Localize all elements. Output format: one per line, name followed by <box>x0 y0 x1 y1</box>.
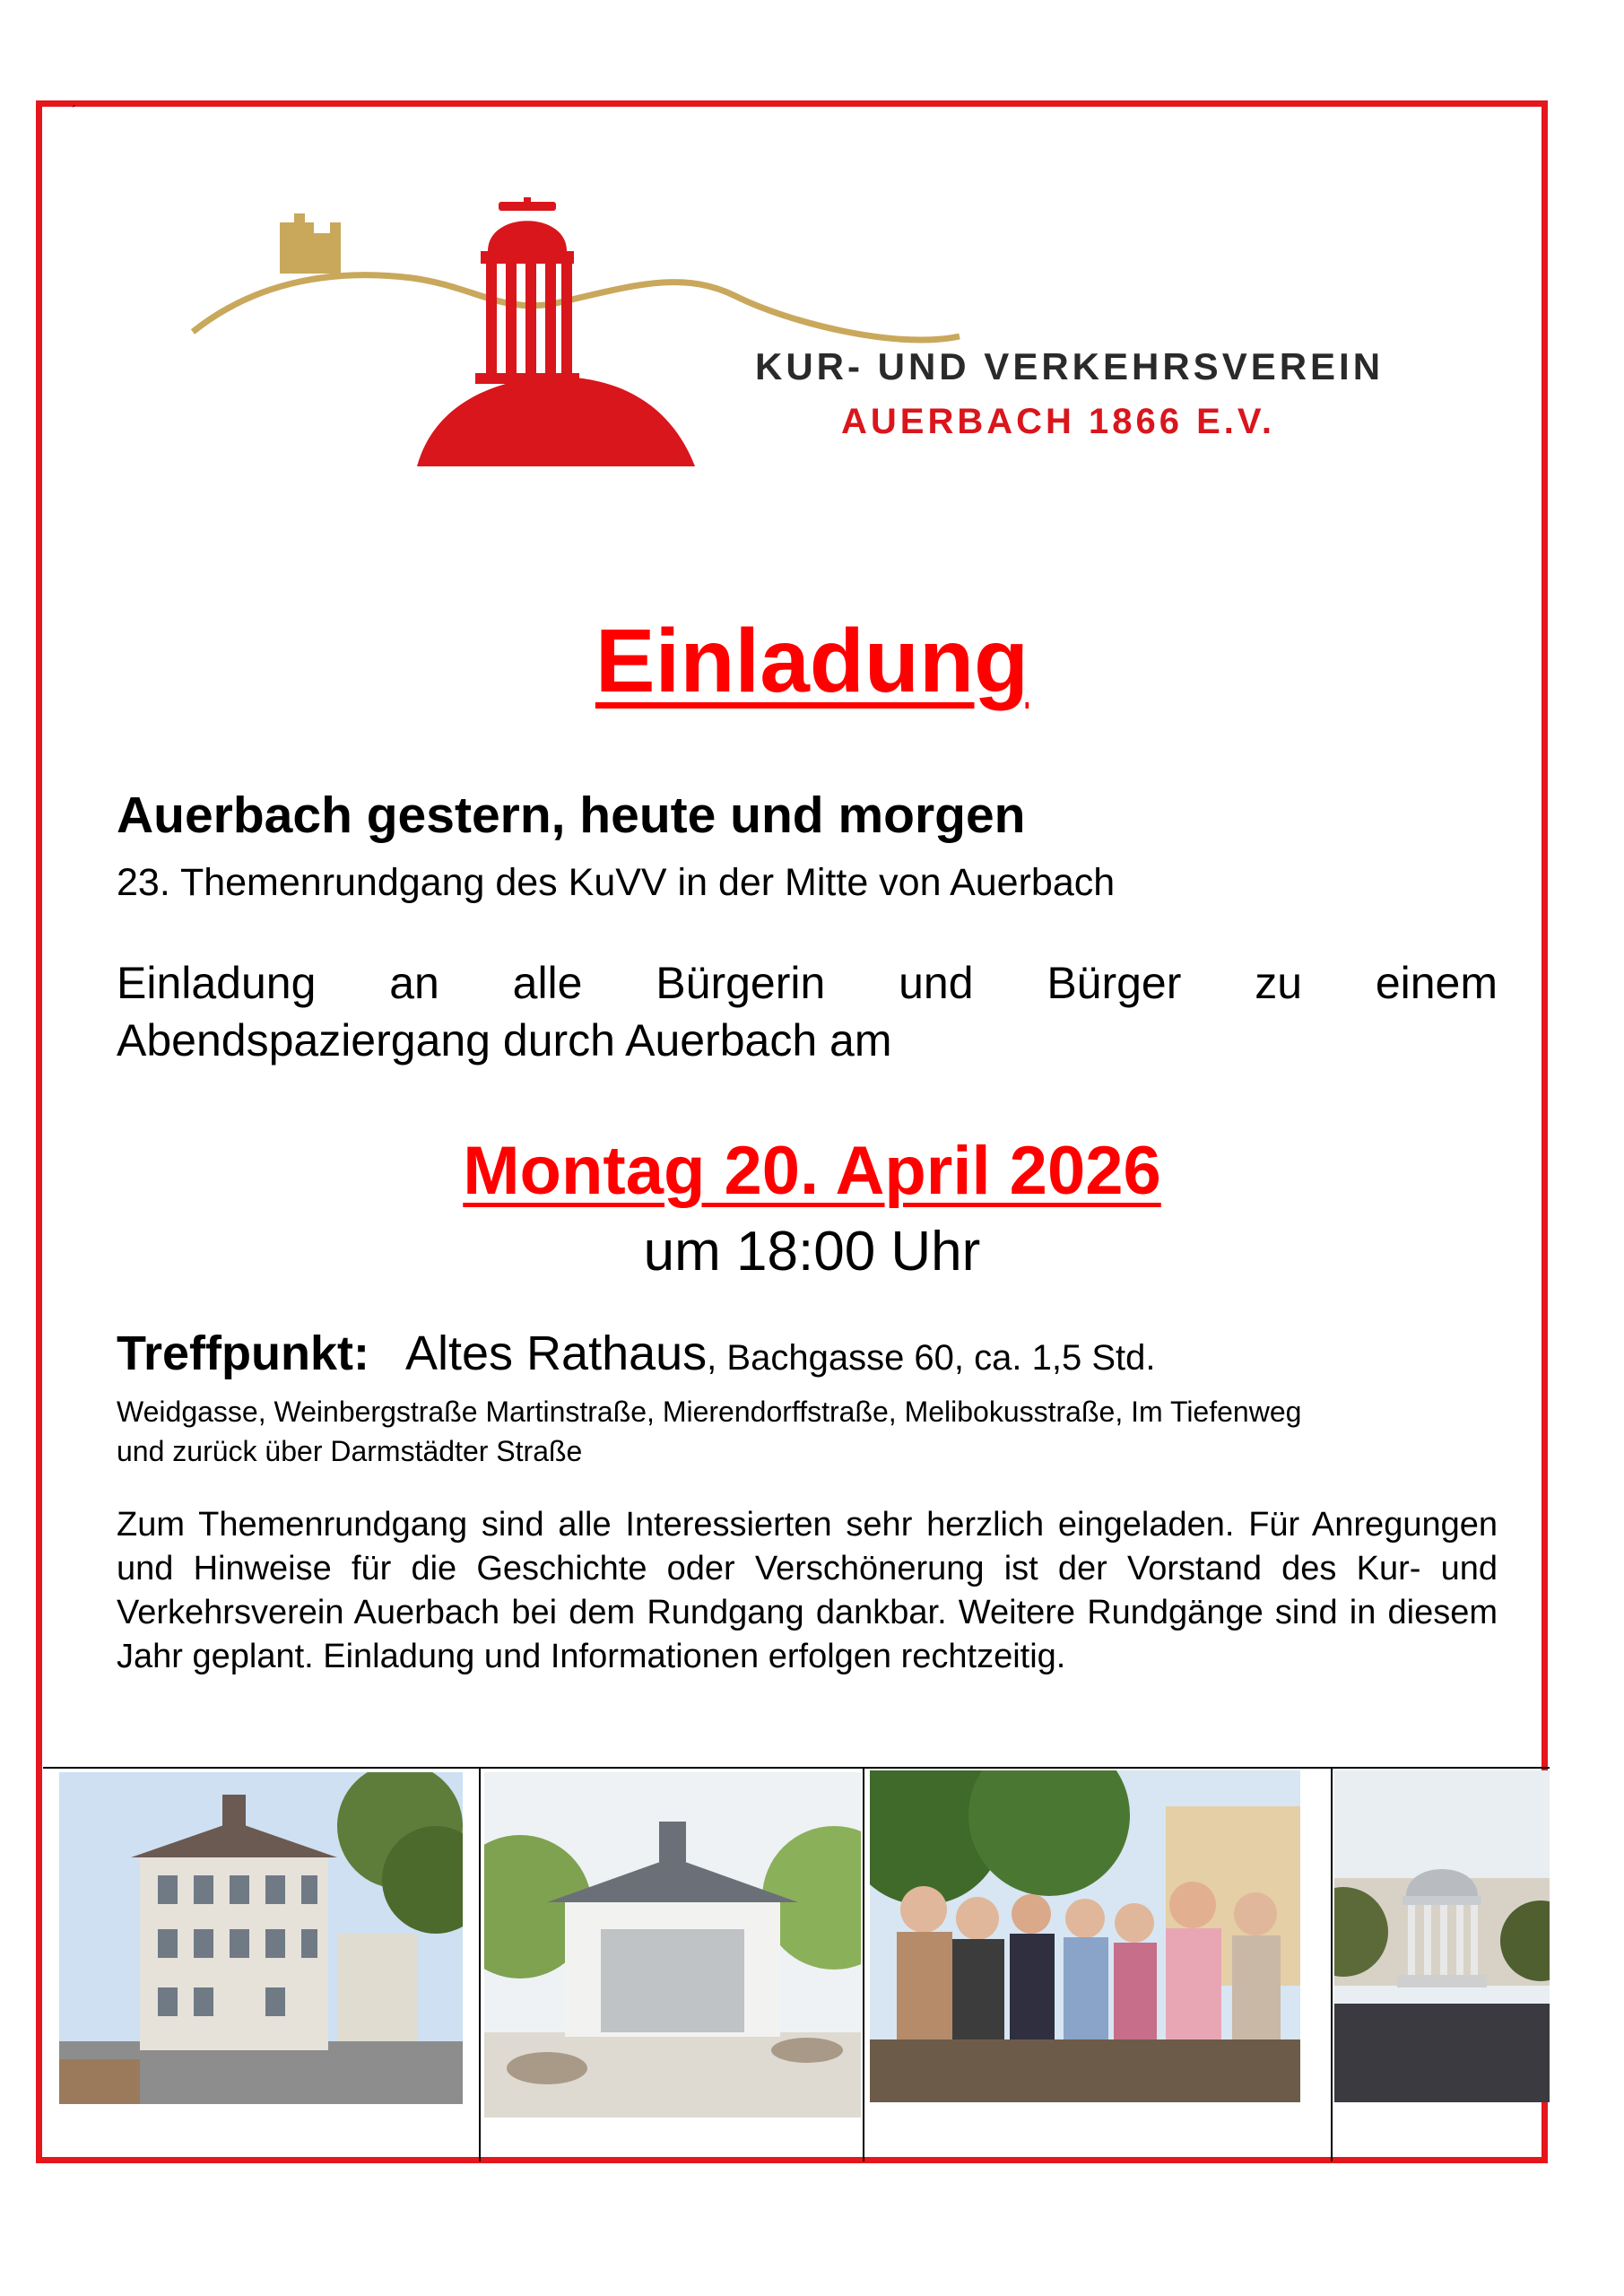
temple-monument-photo <box>1334 1770 1550 2102</box>
old-town-hall-photo <box>59 1772 463 2104</box>
event-date: Montag 20. April 2026 <box>463 1133 1161 1209</box>
page-title: Einladung <box>595 611 1029 711</box>
photo-cell-3 <box>863 1769 1333 2161</box>
invitation-line2: Abendspaziergang durch Auerbach am <box>117 1015 892 1065</box>
invitation-text <box>117 954 1498 1069</box>
route-line2: und zurück über Darmstädter Straße <box>117 1435 583 1467</box>
event-time: um 18:00 Uhr <box>643 1221 981 1283</box>
org-name-line1: KUR- UND VERKEHRSVEREIN <box>755 345 1385 387</box>
tick-mark: ´ <box>72 104 77 119</box>
meeting-address: , Bachgasse 60, ca. 1,5 Std. <box>707 1338 1156 1378</box>
subtitle: Auerbach gestern, heute und morgen <box>117 787 1026 844</box>
tour-description: 23. Themenrundgang des KuVV in der Mitte von Auerbach <box>117 861 1116 904</box>
org-name-line2: AUERBACH 1866 E.V. <box>841 402 1276 441</box>
photo-cell-4 <box>1331 1769 1551 2161</box>
route-description <box>117 1392 1498 1471</box>
photo-strip <box>43 1767 1550 2161</box>
invitation-line1: Einladung an alle Bürgerin und Bürger zu einem <box>117 958 1498 1008</box>
meeting-label: Treffpunkt: <box>117 1326 369 1380</box>
meeting-place: Altes Rathaus <box>404 1326 708 1380</box>
group-tour-photo <box>870 1770 1300 2102</box>
route-line1: Weidgasse, Weinbergstraße Martinstraße, Mierendorffstraße, Melibokusstraße, Im Tiefenweg <box>117 1396 1302 1428</box>
association-logo <box>179 197 1435 484</box>
pavilion-photo <box>484 1772 861 2118</box>
photo-cell-1 <box>43 1769 481 2161</box>
body-paragraph: Zum Themenrundgang sind alle Interessierten sehr herzlich eingeladen. Für Anregungen und Hinweise für die Geschichte oder Verschönerung ist der Vorstand des Kur- und Verkehrsverein Auerbach bei dem Rundgang dankbar. Weitere Rundgänge sind in diesem Jahr geplant. Einladung und Informationen erfolgen rechtzeitig. <box>117 1506 1498 1675</box>
photo-cell-2 <box>479 1769 864 2161</box>
meeting-point <box>117 1326 1155 1381</box>
